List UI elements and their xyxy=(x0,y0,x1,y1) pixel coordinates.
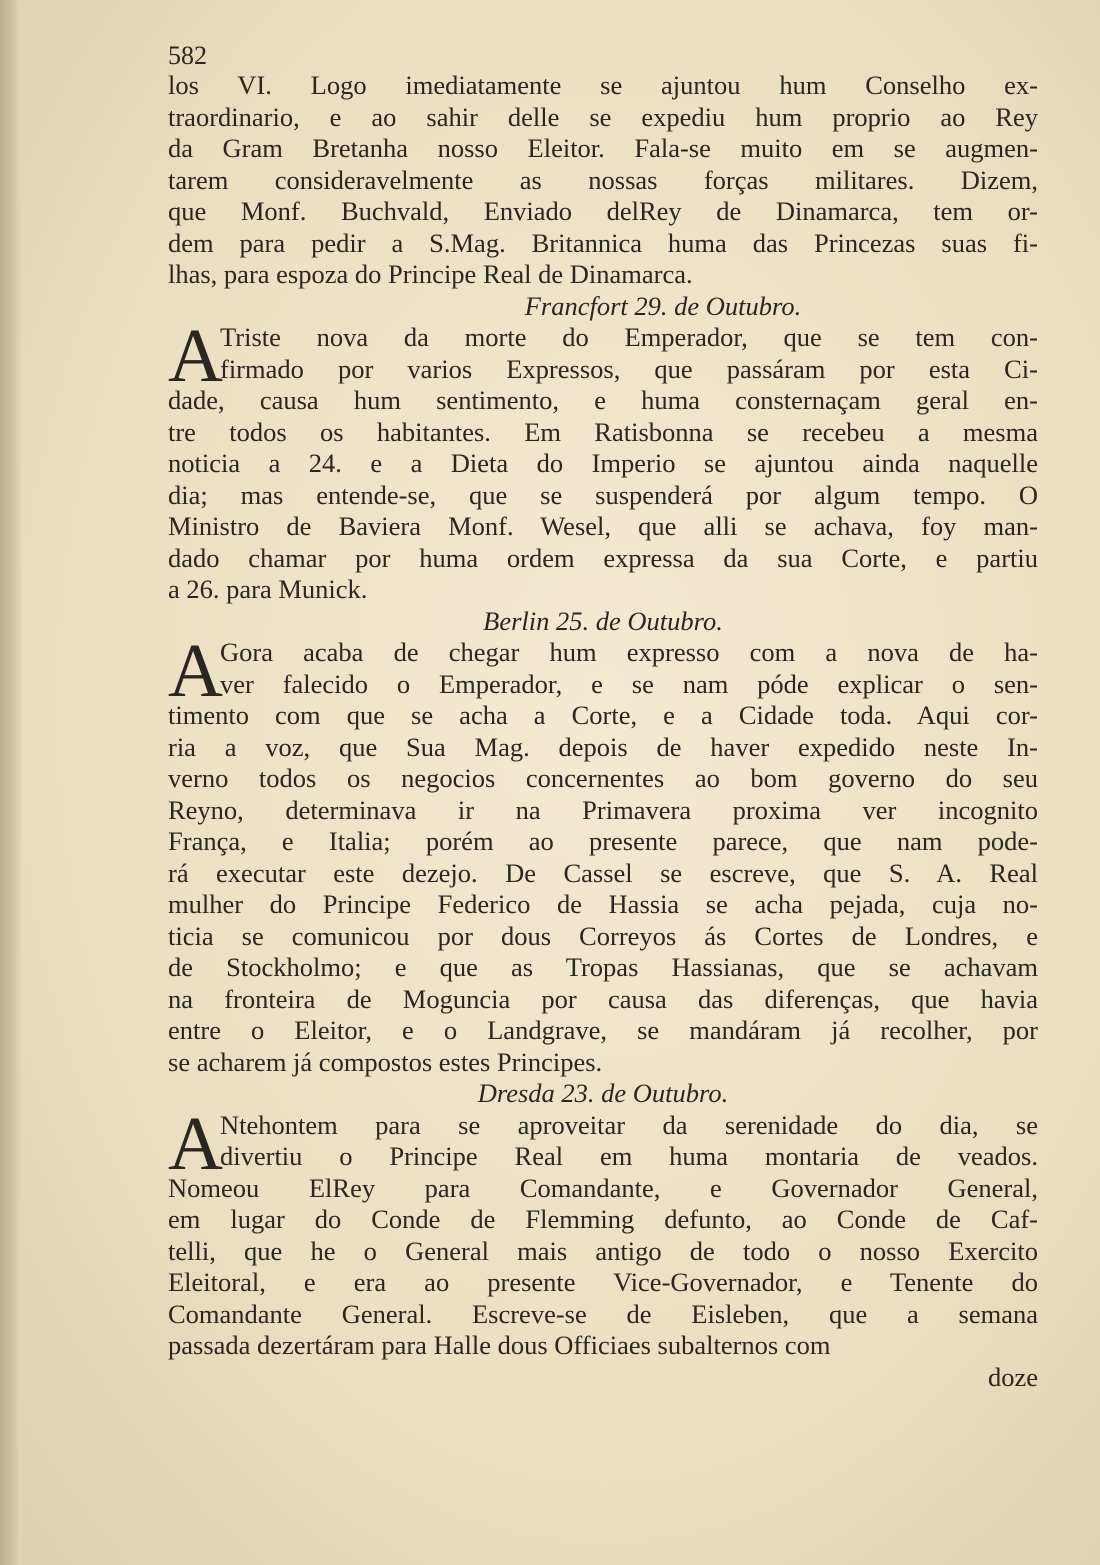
text-line: dado chamar por huma ordem expressa da sua Corte, e partiu xyxy=(168,542,1038,573)
text-line: dia; mas entende-se, que se suspenderá por algum tempo. O xyxy=(168,479,1038,510)
text-line: dade, causa hum sentimento, e huma consternaçam geral en- xyxy=(168,385,1038,415)
text-line: ver falecido o Emperador, e se nam póde explicar o sen- xyxy=(220,668,1038,699)
article-sections xyxy=(168,70,1038,1362)
text-line: tre todos os habitantes. Em Ratisbonna se recebeu a mesma xyxy=(168,416,1038,447)
text-line: ria a voz, que Sua Mag. depois de haver expedido neste In- xyxy=(168,731,1038,762)
text-line: verno todos os negocios concernentes ao bom governo do seu xyxy=(168,763,1038,793)
text-line: França, e Italia; porém ao presente parece, que nam pode- xyxy=(168,826,1038,856)
text-line: noticia a 24. e a Dieta do Imperio se ajuntou ainda naquelle xyxy=(168,448,1038,478)
text-line: se acharem já compostos estes Principes. xyxy=(168,1046,603,1077)
text-line: tarem consideravelmente as nossas forças militares. Dizem, xyxy=(168,164,1038,195)
text-line: da Gram Bretanha nosso Eleitor. Fala-se muito em se augmen- xyxy=(168,133,1038,163)
drop-cap: A xyxy=(168,314,223,398)
text-line: Nomeou ElRey para Comandante, e Governador General, xyxy=(168,1172,1038,1203)
text-line: mulher do Principe Federico de Hassia se acha pejada, cuja no- xyxy=(168,889,1038,919)
text-line: Reyno, determinava ir na Primavera proxima ver incognito xyxy=(168,794,1038,825)
catchword: doze xyxy=(987,1361,1038,1392)
text-line: Eleitoral, e era ao presente Vice-Governador, e Tenente do xyxy=(168,1267,1038,1297)
text-line: entre o Eleitor, e o Landgrave, se mandáram já recolher, por xyxy=(168,1015,1038,1045)
text-block xyxy=(168,42,1038,1393)
text-line: Ntehontem para se aproveitar da serenidade do dia, se xyxy=(220,1109,1038,1140)
text-line: em lugar do Conde de Flemming defunto, ao Conde de Caf- xyxy=(168,1204,1038,1234)
paragraph xyxy=(168,70,1038,291)
text-line: Triste nova da morte do Emperador, que se tem con- xyxy=(220,322,1038,352)
paragraph xyxy=(168,314,1038,606)
page-number: 582 xyxy=(168,41,207,70)
dateline: Dresda 23. de Outubro. xyxy=(477,1078,729,1108)
text-line: de Stockholmo; e que as Tropas Hassianas, que se achavam xyxy=(168,952,1038,982)
text-line: rá executar este dezejo. De Cassel se escreve, que S. A. Real xyxy=(168,857,1038,888)
text-line: a 26. para Munick. xyxy=(168,574,368,604)
text-line: lhas, para espoza do Principe Real de Dinamarca. xyxy=(168,259,693,289)
drop-cap: A xyxy=(168,629,223,713)
text-line: dem para pedir a S.Mag. Britannica huma das Princezas suas fi- xyxy=(168,227,1038,258)
text-line: que Monf. Buchvald, Enviado delRey de Dinamarca, tem or- xyxy=(168,196,1038,226)
binding-edge xyxy=(0,0,22,1565)
text-line: divertiu o Principe Real em huma montaria de veados. xyxy=(220,1141,1038,1171)
text-line: firmado por varios Expressos, que passáram por esta Ci- xyxy=(220,353,1038,384)
text-line: Gora acaba de chegar hum expresso com a nova de ha- xyxy=(220,637,1038,667)
text-line: Comandante General. Escreve-se de Eisleben, que a semana xyxy=(168,1298,1038,1329)
text-line: ticia se comunicou por dous Correyos ás Cortes de Londres, e xyxy=(168,920,1038,951)
drop-cap: A xyxy=(168,1101,223,1186)
paragraph xyxy=(168,629,1038,1078)
dateline: Berlin 25. de Outubro. xyxy=(483,605,723,636)
text-line: na fronteira de Moguncia por causa das diferenças, que havia xyxy=(168,983,1038,1014)
text-line: Ministro de Baviera Monf. Wesel, que alli se achava, foy man- xyxy=(168,511,1038,541)
text-line: traordinario, e ao sahir delle se expediu hum proprio ao Rey xyxy=(168,101,1038,132)
text-line: passada dezertáram para Halle dous Officiaes subalternos com xyxy=(168,1330,831,1360)
dateline: Francfort 29. de Outubro. xyxy=(524,290,802,321)
text-line: los VI. Logo imediatamente se ajuntou hum Conselho ex- xyxy=(168,70,1038,100)
text-line: timento com que se acha a Corte, e a Cidade toda. Aqui cor- xyxy=(168,700,1038,730)
text-line: telli, que he o General mais antigo de todo o nosso Exercito xyxy=(168,1235,1038,1266)
paragraph xyxy=(168,1101,1038,1362)
